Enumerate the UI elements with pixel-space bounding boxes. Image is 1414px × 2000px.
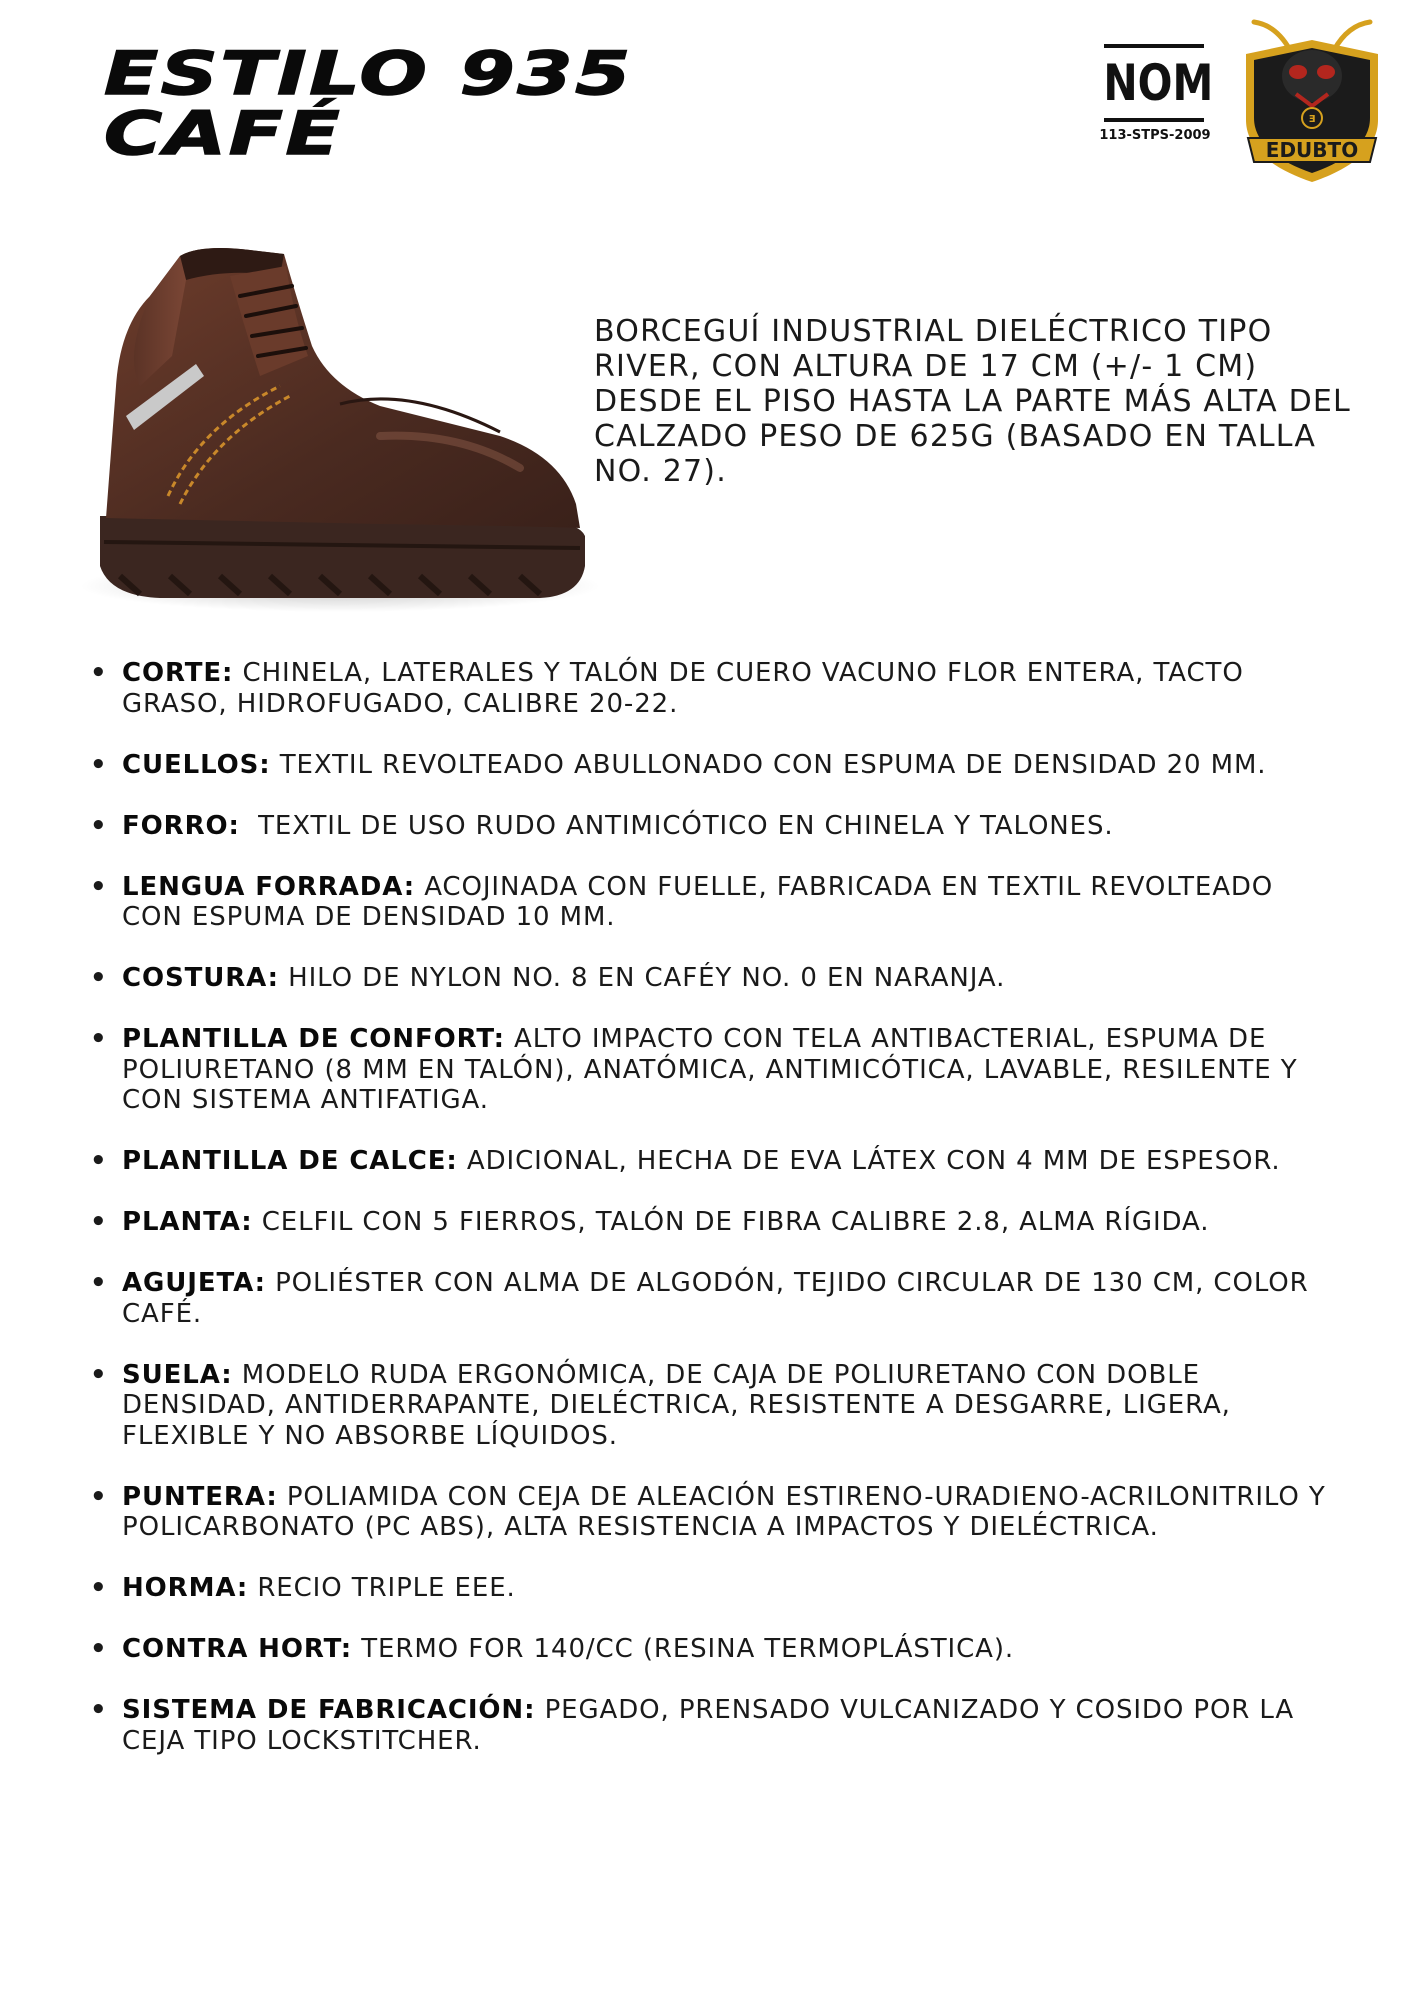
spec-list [0, 658, 1414, 1787]
spec-item-forro [90, 810, 1342, 842]
nom-bottom-rule [1104, 118, 1204, 122]
spec-label: LENGUA FORRADA: [122, 871, 416, 902]
bullet-icon: • [90, 1146, 108, 1176]
spec-label: PLANTILLA DE CALCE: [122, 1146, 458, 1176]
spec-item-agujeta [90, 1268, 1342, 1329]
spec-item-suela [90, 1359, 1342, 1452]
spec-label: PUNTERA: [122, 1481, 278, 1512]
spec-text: TEXTIL REVOLTEADO ABULLONADO CON ESPUMA DE DENSIDAD 20 MM. [270, 749, 1267, 780]
bullet-icon: • [90, 1634, 108, 1664]
product-description: BORCEGUÍ INDUSTRIAL DIELÉCTRICO TIPO RIVER, CON ALTURA DE 17 CM (+/- 1 CM) DESDE EL PISO HASTA LA PARTE MÁS ALTA DEL CALZADO PESO DE 625G (BASADO EN TALLA NO. 27). [594, 314, 1351, 489]
spec-label: CONTRA HORT: [122, 1634, 353, 1664]
spec-text: PEGADO, PRENSADO VULCANIZADO Y COSIDO POR LA CEJA TIPO LOCKSTITCHER. [122, 1695, 1295, 1756]
spec-label: COSTURA: [122, 963, 279, 993]
spec-item-cuellos [90, 749, 1342, 781]
nom-label: NOM [1103, 54, 1214, 112]
spec-text: POLIÉSTER CON ALMA DE ALGODÓN, TEJIDO CIRCULAR DE 130 CM, COLOR CAFÉ. [122, 1268, 1309, 1329]
bullet-icon: • [90, 1573, 108, 1603]
spec-label: AGUJETA: [122, 1268, 266, 1298]
bullet-icon: • [90, 871, 108, 902]
nom-certification-badge [1092, 40, 1218, 148]
svg-text:Ǝ: Ǝ [1308, 114, 1316, 125]
spec-label: CORTE: [122, 658, 234, 688]
bullet-icon: • [90, 749, 108, 780]
spec-text: POLIAMIDA CON CEJA DE ALEACIÓN ESTIRENO-URADIENO-ACRILONITRILO Y POLICARBONATO (PC ABS), ALTA RESISTENCIA A IMPACTOS Y DIELÉCTRICA. [122, 1481, 1326, 1542]
title-line-style: ESTILO 935 [104, 39, 633, 109]
page-title [104, 39, 633, 169]
spec-text: TEXTIL DE USO RUDO ANTIMICÓTICO EN CHINELA Y TALONES. [239, 810, 1114, 841]
bullet-icon: • [90, 1695, 108, 1725]
bullet-icon: • [90, 1481, 108, 1512]
spec-item-lengua-forrada [90, 871, 1342, 933]
spec-label: SISTEMA DE FABRICACIÓN: [122, 1695, 536, 1725]
spec-item-corte [90, 658, 1342, 719]
spec-text: ACOJINADA CON FUELLE, FABRICADA EN TEXTIL REVOLTEADO CON ESPUMA DE DENSIDAD 10 MM. [122, 871, 1274, 932]
edubto-logo [1232, 10, 1392, 188]
spec-item-contra-hort [90, 1634, 1342, 1665]
spec-item-puntera [90, 1481, 1342, 1543]
spec-label: FORRO: [122, 810, 240, 841]
nom-code: 113-STPS-2009 [1099, 128, 1211, 143]
spec-text: ALTO IMPACTO CON TELA ANTIBACTERIAL, ESPUMA DE POLIURETANO (8 MM EN TALÓN), ANATÓMICA, ANTIMICÓTICA, LAVABLE, RESILENTE Y CON SISTEMA ANTIFATIGA. [122, 1024, 1298, 1115]
spec-text: HILO DE NYLON NO. 8 EN CAFÉY NO. 0 EN NARANJA. [278, 963, 1006, 993]
brown-work-boot-image [80, 236, 600, 616]
spec-item-planta [90, 1207, 1342, 1238]
bullet-icon: • [90, 810, 108, 841]
spec-text: RECIO TRIPLE EEE. [248, 1573, 516, 1603]
bullet-icon: • [90, 1268, 108, 1298]
spec-text: ADICIONAL, HECHA DE EVA LÁTEX CON 4 MM DE ESPESOR. [457, 1146, 1281, 1176]
bullet-icon: • [90, 1359, 108, 1390]
bullet-icon: • [90, 1024, 108, 1054]
spec-label: HORMA: [122, 1573, 249, 1603]
spec-label: CUELLOS: [122, 749, 271, 780]
spec-label: PLANTA: [122, 1207, 253, 1237]
logo-brand-text: EDUBTO [1265, 138, 1359, 162]
bullet-icon: • [90, 963, 108, 993]
spec-text: CELFIL CON 5 FIERROS, TALÓN DE FIBRA CALIBRE 2.8, ALMA RÍGIDA. [252, 1207, 1210, 1237]
spec-item-sistema-fabricacion [90, 1695, 1342, 1756]
spec-item-plantilla-calce [90, 1146, 1342, 1177]
spec-label: SUELA: [122, 1359, 233, 1390]
spec-text: CHINELA, LATERALES Y TALÓN DE CUERO VACUNO FLOR ENTERA, TACTO GRASO, HIDROFUGADO, CALIBRE 20-22. [122, 658, 1244, 719]
bullet-icon: • [90, 658, 108, 688]
title-line-color: CAFÉ [104, 99, 343, 169]
spec-text: TERMO FOR 140/CC (RESINA TERMOPLÁSTICA). [352, 1634, 1015, 1664]
spec-label: PLANTILLA DE CONFORT: [122, 1024, 505, 1054]
spec-item-costura [90, 963, 1342, 994]
spec-item-plantilla-confort [90, 1024, 1342, 1116]
spec-text: MODELO RUDA ERGONÓMICA, DE CAJA DE POLIURETANO CON DOBLE DENSIDAD, ANTIDERRAPANTE, DIELÉCTRICA, RESISTENTE A DESGARRE, LIGERA, FLEXIBLE Y NO ABSORBE LÍQUIDOS. [122, 1359, 1231, 1451]
bullet-icon: • [90, 1207, 108, 1237]
spec-item-horma [90, 1573, 1342, 1604]
